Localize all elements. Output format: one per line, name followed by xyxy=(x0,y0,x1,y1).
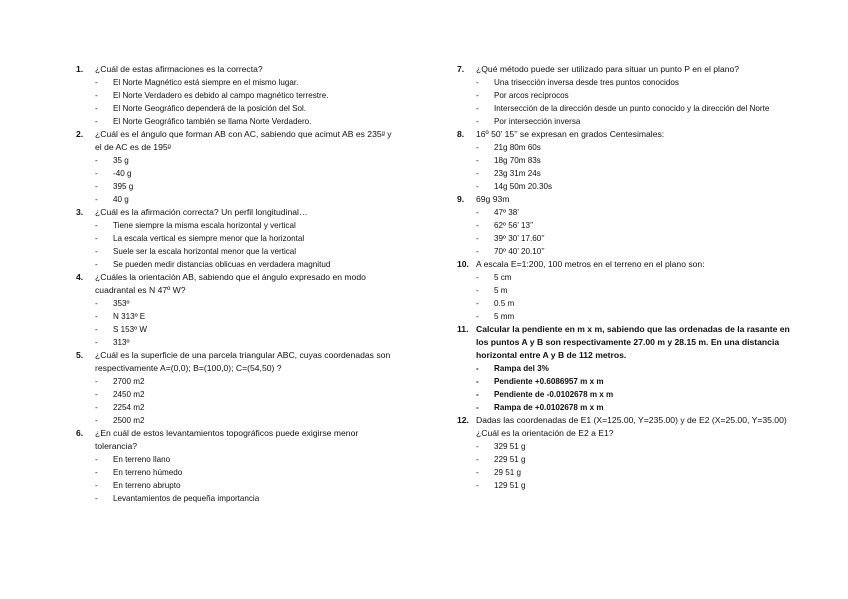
options-list xyxy=(95,375,396,427)
option-text: La escala vertical es siempre menor que la horizontal xyxy=(113,234,305,243)
bullet-dash: - xyxy=(95,403,98,412)
option-item xyxy=(95,297,396,310)
question-text: ¿Cuáles la orientación AB, sabiendo que el ángulo expresado en modo cuadrantal es N 47º W? xyxy=(95,272,366,295)
bullet-dash: - xyxy=(476,182,479,191)
option-text: 5 m xyxy=(494,286,508,295)
option-text: S 153º W xyxy=(113,325,147,334)
option-item xyxy=(95,414,396,427)
bullet-dash: - xyxy=(95,104,98,113)
option-text: 395 g xyxy=(113,182,134,191)
question-text: ¿Cuál es el ángulo que forman AB con AC, sabiendo que acimut AB es 235ᵍ y el de AC es de 195ᵍ xyxy=(95,129,392,152)
options-list xyxy=(476,76,792,128)
option-text: Rampa del 3% xyxy=(494,364,549,373)
bullet-dash: - xyxy=(95,299,98,308)
option-item xyxy=(476,154,792,167)
option-item xyxy=(95,115,396,128)
option-text: Intersección de la dirección desde un punto conocido y la dirección del Norte xyxy=(494,104,770,113)
option-text: En terreno húmedo xyxy=(113,468,183,477)
option-text: Por intersección inversa xyxy=(494,117,581,126)
bullet-dash: - xyxy=(95,377,98,386)
option-item xyxy=(95,466,396,479)
bullet-dash: - xyxy=(95,78,98,87)
option-item xyxy=(95,453,396,466)
option-text: 14g 50m 20.30s xyxy=(494,182,553,191)
options-list xyxy=(476,206,792,258)
option-item xyxy=(476,232,792,245)
question-item xyxy=(76,427,396,505)
option-text: Se pueden medir distancias oblicuas en verdadera magnitud xyxy=(113,260,331,269)
option-item xyxy=(476,102,792,115)
bullet-dash: - xyxy=(95,325,98,334)
option-text: 35 g xyxy=(113,156,129,165)
option-text: 229 51 g xyxy=(494,455,526,464)
options-list xyxy=(476,271,792,323)
bullet-dash: - xyxy=(476,169,479,178)
option-item xyxy=(95,154,396,167)
bullet-dash: - xyxy=(476,247,479,256)
bullet-dash: - xyxy=(95,260,98,269)
bullet-dash: - xyxy=(476,442,479,451)
option-item xyxy=(476,375,792,388)
bullet-dash: - xyxy=(95,117,98,126)
bullet-dash: - xyxy=(476,286,479,295)
option-text: -40 g xyxy=(113,169,132,178)
options-list xyxy=(476,362,792,414)
question-number: 6. xyxy=(76,428,84,438)
option-text: 18g 70m 83s xyxy=(494,156,541,165)
right-column xyxy=(457,63,792,492)
bullet-dash: - xyxy=(476,143,479,152)
option-item xyxy=(95,180,396,193)
bullet-dash: - xyxy=(95,221,98,230)
option-text: En terreno llano xyxy=(113,455,171,464)
option-item xyxy=(95,375,396,388)
question-number: 1. xyxy=(76,64,84,74)
option-text: 62º 56’ 13’’ xyxy=(494,221,534,230)
option-item xyxy=(95,102,396,115)
option-text: Levantamientos de pequeña importancia xyxy=(113,494,260,503)
options-list xyxy=(95,453,396,505)
option-item xyxy=(476,440,792,453)
bullet-dash: - xyxy=(476,403,479,412)
option-text: 129 51 g xyxy=(494,481,526,490)
option-text: El Norte Verdadero es debido al campo magnético terrestre. xyxy=(113,91,329,100)
option-item xyxy=(95,479,396,492)
option-item xyxy=(476,271,792,284)
option-item xyxy=(95,336,396,349)
option-text: El Norte Magnético está siempre en el mismo lugar. xyxy=(113,78,299,87)
bullet-dash: - xyxy=(476,156,479,165)
question-text: ¿Cuál de estas afirmaciones es la correcta? xyxy=(95,64,263,74)
left-column xyxy=(76,63,396,505)
option-item xyxy=(95,388,396,401)
bullet-dash: - xyxy=(95,195,98,204)
option-item xyxy=(476,401,792,414)
option-item xyxy=(476,141,792,154)
bullet-dash: - xyxy=(95,416,98,425)
bullet-dash: - xyxy=(476,78,479,87)
question-number: 7. xyxy=(457,64,465,74)
question-item xyxy=(457,414,792,492)
bullet-dash: - xyxy=(476,221,479,230)
option-text: El Norte Geográfico dependerá de la posición del Sol. xyxy=(113,104,307,113)
option-text: En terreno abrupto xyxy=(113,481,181,490)
option-text: El Norte Geográfico también se llama Norte Verdadero. xyxy=(113,117,312,126)
option-item xyxy=(476,466,792,479)
option-item xyxy=(476,310,792,323)
question-item xyxy=(457,193,792,258)
option-text: 23g 31m 24s xyxy=(494,169,541,178)
question-number: 5. xyxy=(76,350,84,360)
question-item xyxy=(76,349,396,427)
option-text: 2450 m2 xyxy=(113,390,145,399)
question-item xyxy=(457,63,792,128)
question-number: 4. xyxy=(76,272,84,282)
options-list xyxy=(95,76,396,128)
bullet-dash: - xyxy=(476,117,479,126)
option-item xyxy=(476,362,792,375)
question-text: 16º 50’ 15’’ se expresan en grados Centesimales: xyxy=(476,129,665,139)
option-text: Tiene siempre la misma escala horizontal y vertical xyxy=(113,221,296,230)
bullet-dash: - xyxy=(476,91,479,100)
bullet-dash: - xyxy=(476,455,479,464)
options-list xyxy=(95,154,396,206)
option-item xyxy=(95,492,396,505)
bullet-dash: - xyxy=(95,91,98,100)
bullet-dash: - xyxy=(476,481,479,490)
option-text: Rampa de +0.0102678 m x m xyxy=(494,403,604,412)
option-item xyxy=(95,89,396,102)
bullet-dash: - xyxy=(476,312,479,321)
option-item xyxy=(476,180,792,193)
question-number: 9. xyxy=(457,194,465,204)
option-text: 5 cm xyxy=(494,273,512,282)
option-item xyxy=(476,115,792,128)
option-item xyxy=(95,219,396,232)
option-text: 21g 80m 60s xyxy=(494,143,541,152)
bullet-dash: - xyxy=(95,338,98,347)
options-list xyxy=(476,440,792,492)
question-number: 3. xyxy=(76,207,84,217)
option-text: Por arcos recíprocos xyxy=(494,91,569,100)
option-text: 2254 m2 xyxy=(113,403,145,412)
option-item xyxy=(95,167,396,180)
bullet-dash: - xyxy=(476,234,479,243)
question-item xyxy=(76,128,396,206)
question-number: 12. xyxy=(457,415,469,425)
option-text: Suele ser la escala horizontal menor que la vertical xyxy=(113,247,297,256)
option-item xyxy=(476,297,792,310)
bullet-dash: - xyxy=(95,156,98,165)
bullet-dash: - xyxy=(95,481,98,490)
bullet-dash: - xyxy=(476,468,479,477)
question-item xyxy=(76,271,396,349)
question-item xyxy=(457,258,792,323)
question-text: A escala E=1:200, 100 metros en el terreno en el plano son: xyxy=(476,259,705,269)
option-item xyxy=(95,76,396,89)
option-item xyxy=(476,89,792,102)
question-text: ¿Cuál es la afirmación correcta? Un perfil longitudinal… xyxy=(95,207,308,217)
question-text: ¿Cuál es la superficie de una parcela triangular ABC, cuyas coordenadas son respectivamente A=(0,0); B=(100,0); C=(54,50) ? xyxy=(95,350,391,373)
question-item xyxy=(76,206,396,271)
option-item xyxy=(95,310,396,323)
option-text: 29 51 g xyxy=(494,468,522,477)
option-text: 0.5 m xyxy=(494,299,515,308)
question-item xyxy=(76,63,396,128)
bullet-dash: - xyxy=(95,494,98,503)
bullet-dash: - xyxy=(95,234,98,243)
question-item xyxy=(457,323,792,414)
question-text: Dadas las coordenadas de E1 (X=125.00, Y=235.00) y de E2 (X=25.00, Y=35.00) ¿Cuál es la orientación de E2 a E1? xyxy=(476,415,787,438)
option-item xyxy=(95,232,396,245)
bullet-dash: - xyxy=(95,247,98,256)
question-number: 10. xyxy=(457,259,469,269)
option-text: 313º xyxy=(113,338,130,347)
bullet-dash: - xyxy=(476,208,479,217)
option-item xyxy=(95,401,396,414)
option-item xyxy=(476,284,792,297)
option-text: 40 g xyxy=(113,195,129,204)
option-item xyxy=(95,258,396,271)
options-list xyxy=(95,219,396,271)
bullet-dash: - xyxy=(95,390,98,399)
question-text: Calcular la pendiente en m x m, sabiendo que las ordenadas de la rasante en los puntos A y B son respectivamente 27.00 m y 28.15 m. En una distancia horizontal entre A y B de 112 metros. xyxy=(476,324,790,360)
option-item xyxy=(476,453,792,466)
option-text: 47º 38’ xyxy=(494,208,520,217)
option-item xyxy=(476,245,792,258)
bullet-dash: - xyxy=(476,104,479,113)
option-text: 2500 m2 xyxy=(113,416,145,425)
option-text: N 313º E xyxy=(113,312,146,321)
options-list xyxy=(476,141,792,193)
option-item xyxy=(476,167,792,180)
question-number: 11. xyxy=(457,324,469,334)
option-text: Pendiente de -0.0102678 m x m xyxy=(494,390,614,399)
bullet-dash: - xyxy=(476,377,479,386)
option-text: Pendiente +0.6086957 m x m xyxy=(494,377,604,386)
options-list xyxy=(95,297,396,349)
option-text: 70º 40’ 20.10’’ xyxy=(494,247,545,256)
bullet-dash: - xyxy=(476,390,479,399)
bullet-dash: - xyxy=(95,468,98,477)
question-number: 2. xyxy=(76,129,84,139)
bullet-dash: - xyxy=(95,169,98,178)
bullet-dash: - xyxy=(476,364,479,373)
option-text: 329 51 g xyxy=(494,442,526,451)
option-item xyxy=(476,76,792,89)
option-item xyxy=(95,193,396,206)
option-text: 5 mm xyxy=(494,312,515,321)
option-text: Una trisección inversa desde tres puntos conocidos xyxy=(494,78,679,87)
question-item xyxy=(457,128,792,193)
option-text: 2700 m2 xyxy=(113,377,145,386)
option-item xyxy=(476,388,792,401)
option-item xyxy=(476,219,792,232)
bullet-dash: - xyxy=(95,182,98,191)
option-item xyxy=(476,206,792,219)
option-item xyxy=(95,245,396,258)
option-item xyxy=(95,323,396,336)
option-item xyxy=(476,479,792,492)
question-text: ¿Qué método puede ser utilizado para situar un punto P en el plano? xyxy=(476,64,740,74)
question-text: 69g 93m xyxy=(476,194,510,204)
bullet-dash: - xyxy=(95,455,98,464)
question-text: ¿En cuál de estos levantamientos topográficos puede exigirse menor tolerancia? xyxy=(95,428,359,451)
question-number: 8. xyxy=(457,129,465,139)
bullet-dash: - xyxy=(95,312,98,321)
option-text: 39º 30’ 17.60’’ xyxy=(494,234,545,243)
bullet-dash: - xyxy=(476,273,479,282)
option-text: 353º xyxy=(113,299,130,308)
bullet-dash: - xyxy=(476,299,479,308)
